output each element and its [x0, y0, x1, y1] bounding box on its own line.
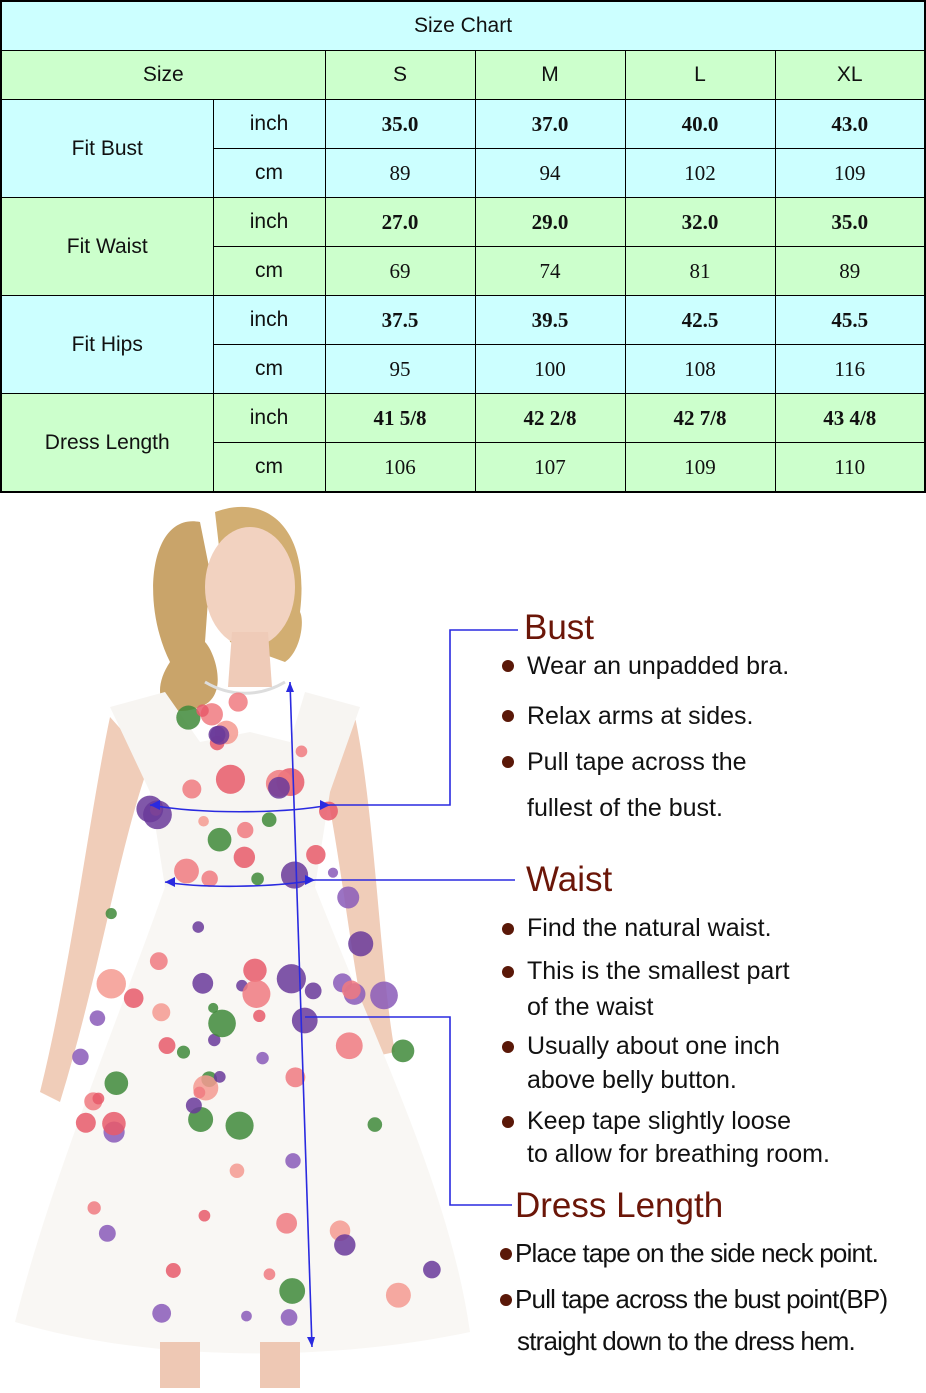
flower-print: [159, 1037, 176, 1054]
inch-value: 37.0: [475, 100, 625, 149]
flower-print: [336, 1032, 363, 1059]
measurement-guide: [0, 492, 926, 1388]
flower-print: [392, 1039, 415, 1062]
flower-print: [152, 1304, 171, 1323]
inch-value: 35.0: [325, 100, 475, 149]
measurement-row: [1, 198, 925, 247]
flower-print: [192, 973, 213, 994]
waist-tip: Find the natural waist.: [527, 914, 772, 942]
cm-value: 89: [775, 247, 925, 296]
flower-print: [196, 704, 208, 716]
inch-value: 42 7/8: [625, 394, 775, 443]
inch-value: 42.5: [625, 296, 775, 345]
unit-inch: inch: [213, 198, 325, 247]
unit-cm: cm: [213, 345, 325, 394]
flower-print: [342, 981, 361, 1000]
waist-tip: above belly button.: [527, 1066, 737, 1094]
flower-print: [72, 1049, 88, 1065]
flower-print: [216, 765, 245, 794]
measurement-row: [1, 296, 925, 345]
flower-print: [277, 964, 306, 993]
inch-value: 41 5/8: [325, 394, 475, 443]
bust-tip: fullest of the bust.: [527, 794, 723, 822]
flower-print: [230, 1163, 245, 1178]
flower-print: [241, 1311, 252, 1322]
flower-print: [208, 726, 225, 743]
flower-print: [386, 1283, 411, 1308]
bullet-icon: [502, 756, 514, 768]
flower-print: [253, 1010, 265, 1022]
measurement-name: Fit Waist: [1, 198, 213, 296]
flower-print: [237, 822, 253, 838]
unit-cm: cm: [213, 443, 325, 493]
flower-print: [99, 1225, 116, 1242]
flower-print: [243, 959, 266, 982]
flower-print: [281, 1309, 298, 1326]
face: [205, 527, 295, 647]
flower-print: [256, 1052, 268, 1064]
length-tip: straight down to the dress hem.: [517, 1326, 855, 1356]
flower-print: [90, 1010, 106, 1026]
flower-print: [251, 873, 264, 886]
measurement-row: [1, 100, 925, 149]
flower-print: [208, 828, 232, 852]
flower-print: [234, 847, 255, 868]
flower-print: [334, 1234, 355, 1255]
waist-tip: Keep tape slightly loose: [527, 1107, 792, 1135]
inch-value: 40.0: [625, 100, 775, 149]
flower-print: [370, 982, 398, 1010]
flower-print: [276, 1213, 297, 1234]
measurement-name: Dress Length: [1, 394, 213, 493]
table-title: Size Chart: [1, 1, 925, 51]
flower-print: [306, 845, 325, 864]
cm-value: 74: [475, 247, 625, 296]
flower-print: [305, 983, 322, 1000]
flower-print: [201, 871, 217, 887]
inch-value: 43 4/8: [775, 394, 925, 443]
flower-print: [186, 1098, 202, 1114]
flower-print: [279, 1278, 305, 1304]
bust-tip: Relax arms at sides.: [527, 702, 754, 730]
inch-value: 43.0: [775, 100, 925, 149]
flower-print: [182, 780, 201, 799]
flower-print: [348, 931, 373, 956]
bullet-icon: [502, 966, 514, 978]
flower-print: [214, 1071, 226, 1083]
inch-value: 27.0: [325, 198, 475, 247]
unit-inch: inch: [213, 394, 325, 443]
flower-print: [264, 1268, 276, 1280]
bullet-icon: [502, 1116, 514, 1128]
cm-value: 94: [475, 149, 625, 198]
waist-tip: of the waist: [527, 993, 654, 1021]
flower-print: [105, 1071, 129, 1095]
inch-value: 42 2/8: [475, 394, 625, 443]
bullet-icon: [502, 660, 514, 672]
flower-print: [152, 1003, 170, 1021]
cm-value: 95: [325, 345, 475, 394]
flower-print: [177, 1046, 190, 1059]
bullet-icon: [500, 1248, 512, 1260]
size-header: Size: [1, 51, 325, 100]
flower-print: [76, 1113, 96, 1133]
inch-value: 29.0: [475, 198, 625, 247]
flower-print: [194, 1087, 206, 1099]
size-m: M: [475, 51, 625, 100]
length-tip: Pull tape across the bust point(BP): [515, 1284, 888, 1314]
flower-print: [268, 777, 290, 799]
cm-value: 109: [625, 443, 775, 493]
flower-print: [337, 886, 359, 908]
flower-print: [226, 1112, 254, 1140]
bust-tip: Wear an unpadded bra.: [527, 652, 790, 680]
waist-tip: Usually about one inch: [527, 1032, 780, 1060]
cm-value: 110: [775, 443, 925, 493]
flower-print: [93, 1093, 105, 1105]
unit-inch: inch: [213, 100, 325, 149]
flower-print: [368, 1117, 383, 1132]
unit-cm: cm: [213, 247, 325, 296]
cm-value: 116: [775, 345, 925, 394]
flower-print: [102, 1112, 126, 1136]
cm-value: 108: [625, 345, 775, 394]
size-xl: XL: [775, 51, 925, 100]
size-l: L: [625, 51, 775, 100]
flower-print: [174, 859, 199, 884]
bust-tip: Pull tape across the: [527, 748, 747, 776]
bullet-icon: [502, 923, 514, 935]
length-heading: Dress Length: [515, 1186, 724, 1225]
flower-print: [166, 1263, 181, 1278]
measurement-name: Fit Hips: [1, 296, 213, 394]
length-tip: Place tape on the side neck point.: [515, 1238, 879, 1268]
size-s: S: [325, 51, 475, 100]
waist-tip: to allow for breathing room.: [527, 1140, 830, 1168]
inch-value: 32.0: [625, 198, 775, 247]
cm-value: 89: [325, 149, 475, 198]
flower-print: [198, 816, 209, 827]
flower-print: [97, 969, 126, 998]
bullet-icon: [502, 710, 514, 722]
flower-print: [242, 980, 270, 1008]
inch-value: 45.5: [775, 296, 925, 345]
unit-cm: cm: [213, 149, 325, 198]
cm-value: 109: [775, 149, 925, 198]
waist-heading: Waist: [526, 860, 613, 899]
cm-value: 107: [475, 443, 625, 493]
inch-value: 37.5: [325, 296, 475, 345]
flower-print: [124, 988, 144, 1008]
cm-value: 102: [625, 149, 775, 198]
measurement-name: Fit Bust: [1, 100, 213, 198]
cm-value: 100: [475, 345, 625, 394]
unit-inch: inch: [213, 296, 325, 345]
bullet-icon: [500, 1294, 512, 1306]
flower-print: [262, 812, 277, 827]
inch-value: 39.5: [475, 296, 625, 345]
inch-value: 35.0: [775, 198, 925, 247]
flower-print: [292, 1008, 318, 1034]
flower-print: [192, 921, 204, 933]
size-chart-table: [0, 0, 926, 493]
flower-print: [106, 908, 117, 919]
flower-print: [328, 868, 338, 878]
flower-print: [199, 1210, 211, 1222]
bullet-icon: [502, 1041, 514, 1053]
flower-print: [150, 952, 168, 970]
waist-tip: This is the smallest part: [527, 957, 790, 985]
flower-print: [423, 1261, 441, 1279]
flower-print: [296, 746, 308, 758]
cm-value: 81: [625, 247, 775, 296]
flower-print: [88, 1201, 101, 1214]
flower-print: [285, 1153, 300, 1168]
cm-value: 106: [325, 443, 475, 493]
flower-print: [208, 1010, 236, 1038]
cm-value: 69: [325, 247, 475, 296]
bust-heading: Bust: [524, 608, 595, 647]
flower-print: [229, 693, 248, 712]
measurement-row: [1, 394, 925, 443]
